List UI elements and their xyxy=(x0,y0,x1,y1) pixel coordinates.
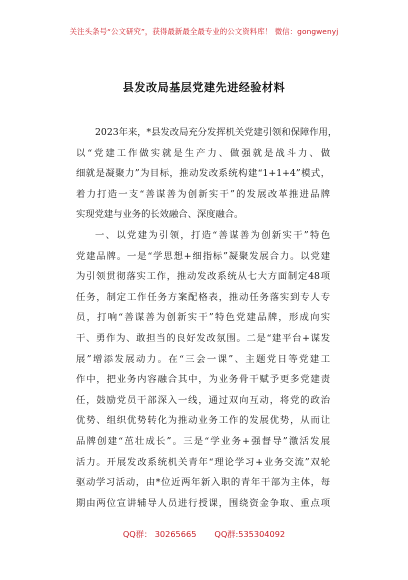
body-line: 实现党建与业务的长效融合、深度融合。 xyxy=(76,209,244,221)
header-promo-note: 关注头条号“公文研究”，获得最新最全最专业的公文资料库！ 微信：gongwenyj xyxy=(69,27,339,36)
body-line: 优势、组织优势转化为推动业务工作的发展优势，从而让 xyxy=(76,415,330,427)
body-line: 期由两位宣讲辅导人员进行授课，围绕资金争取、重点项 xyxy=(76,497,330,509)
body-line: 任务，制定工作任务方案配格表，推动任务落实到专人专 xyxy=(76,291,330,303)
footer-contacts xyxy=(0,529,408,540)
body-line: 员，打响“善谋善为创新实干”特色党建品牌，形成向实 xyxy=(76,312,330,324)
body-line: 以“党建工作做实就是生产力、做强就是战斗力、做 xyxy=(76,147,330,159)
document-body xyxy=(76,123,338,514)
body-line: 党建品牌。一是“学思想+细指标”凝聚发展合力。以党建 xyxy=(76,250,330,262)
body-line: 驱动学习活动，由*位近两年新入职的青年干部为主体，每 xyxy=(76,477,330,489)
body-line: 为引领贯彻落实工作，推动发改系统从七大方面制定48项 xyxy=(76,271,330,283)
body-line: 2023年来，*县发改局充分发挥机关党建引领和保障作用， xyxy=(95,127,338,138)
body-line: 细就是凝聚力”为目标，推动发改系统构建“1+1+4”模式， xyxy=(76,168,330,180)
body-line: 干、勇作为、敢担当的良好发改氛围。二是“建平台+谋发 xyxy=(76,332,330,344)
footer-qq-group-1: QQ群： 30265665 xyxy=(122,529,197,539)
body-line: 活力。开展发改系统机关青年“理论学习+业务交流”双轮 xyxy=(76,456,330,468)
body-line: 展”增添发展动力。在“三会一课”、主题党日等党建工 xyxy=(76,353,330,365)
body-line: 作中，把业务内容融合其中，为业务骨干赋予更多党建责 xyxy=(76,374,330,386)
body-line: 着力打造一支“善谋善为创新实干”的发展改革推进品牌 xyxy=(76,188,330,200)
body-line: 一、以党建为引领，打造“善谋善为创新实干”特色 xyxy=(95,229,330,241)
document-title: 县发改局基层党建先进经验材料 xyxy=(122,81,286,94)
body-line: 任，鼓励党员干部深入一线，通过双向互动，将党的政治 xyxy=(76,394,330,406)
footer-qq-group-2: QQ群:535304092 xyxy=(214,529,286,539)
body-line: 品牌创建“茁壮成长”。三是“学业务+强督导”激活发展 xyxy=(76,435,330,447)
